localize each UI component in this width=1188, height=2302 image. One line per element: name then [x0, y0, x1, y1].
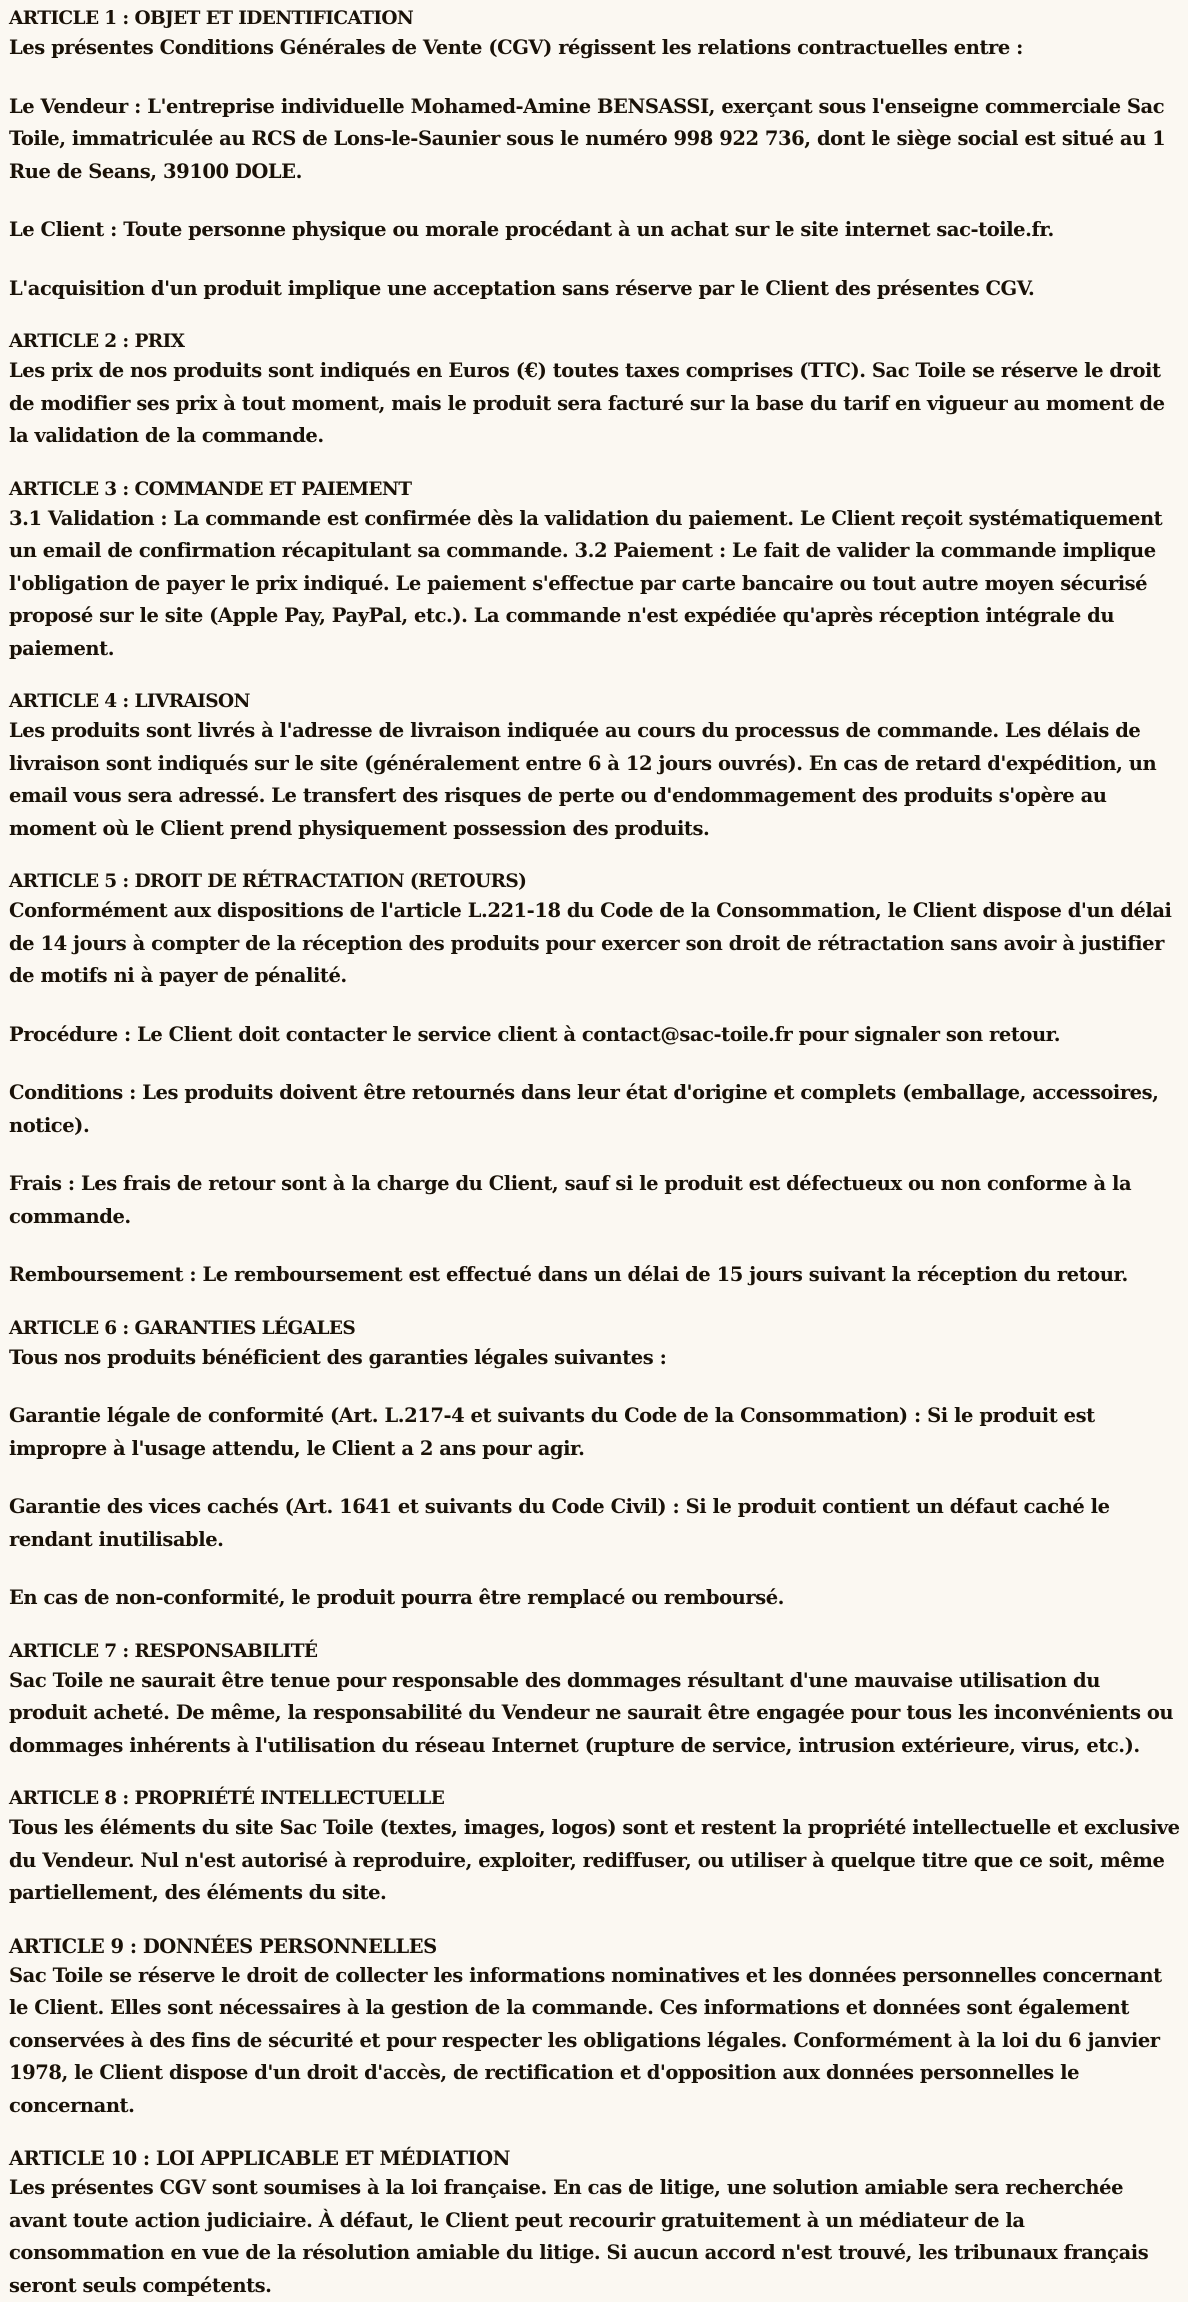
article-paragraph: Tous nos produits bénéficient des garanties légales suivantes : [9, 1345, 667, 1369]
article-10 [9, 2146, 1180, 2302]
article-paragraph: Garantie des vices cachés (Art. 1641 et suivants du Code Civil) : Si le produit contient un défaut caché le rendant inutilisable. [9, 1495, 1110, 1551]
article-3 [9, 477, 1180, 666]
article-paragraph: L'acquisition d'un produit implique une acceptation sans réserve par le Client des présentes CGV. [9, 276, 1035, 300]
article-paragraph: En cas de non-conformité, le produit pourra être remplacé ou remboursé. [9, 1586, 785, 1609]
article-paragraph: Frais : Les frais de retour sont à la charge du Client, sauf si le produit est défectueux ou non conforme à la commande. [9, 1172, 1132, 1228]
article-paragraph: Le Vendeur : L'entreprise individuelle Mohamed-Amine BENSASSI, exerçant sous l'enseigne commerciale Sac Toile, immatriculée au RCS de Lons-le-Saunier sous le numéro 998 922 736, dont le siège social est situé au 1 Rue de Seans, 39100 DOLE. [9, 94, 1166, 183]
article-heading: ARTICLE 2 : PRIX [9, 331, 185, 352]
article-4 [9, 689, 1180, 845]
article-6 [9, 1316, 1180, 1615]
article-5 [9, 869, 1180, 1292]
article-paragraph: Les prix de nos produits sont indiqués en Euros (€) toutes taxes comprises (TTC). Sac Toile se réserve le droit de modifier ses prix à tout moment, mais le produit sera facturé sur la base du tarif en vigueur au moment de la validation de la commande. [9, 359, 1165, 447]
article-paragraph: Sac Toile se réserve le droit de collecter les informations nominatives et les données personnelles concernant le Client. Elles sont nécessaires à la gestion de la commande. Ces informations et données sont également conservées à des fins de sécurité et pour respecter les obligations légales. Conformément à la loi du 6 janvier 1978, le Client dispose d'un droit d'accès, de rectification et d'opposition aux données personnelles le concernant. [9, 1963, 1162, 2117]
article-paragraph: Tous les éléments du site Sac Toile (textes, images, logos) sont et restent la propriété intellectuelle et exclusive du Vendeur. Nul n'est autorisé à reproduire, exploiter, rediffuser, ou utiliser à quelque titre que ce soit, même partiellement, des éléments du site. [9, 1816, 1180, 1904]
article-paragraph: Les produits sont livrés à l'adresse de livraison indiquée au cours du processus de commande. Les délais de livraison sont indiqués sur le site (généralement entre 6 à 12 jours ouvrés). En cas de retard d'expédition, un email vous sera adressé. Le transfert des risques de perte ou d'endommagement des produits s'opère au moment où le Client prend physiquement possession des produits. [9, 719, 1157, 840]
article-paragraph: Conditions : Les produits doivent être retournés dans leur état d'origine et complets (emballage, accessoires, notice). [9, 1081, 1159, 1137]
article-8 [9, 1786, 1180, 1910]
article-heading: ARTICLE 7 : RESPONSABILITÉ [9, 1640, 318, 1662]
article-heading: ARTICLE 3 : COMMANDE ET PAIEMENT [9, 478, 412, 500]
article-heading: ARTICLE 1 : OBJET ET IDENTIFICATION [9, 8, 414, 29]
article-2 [9, 329, 1180, 453]
article-7 [9, 1639, 1180, 1763]
article-paragraph: Procédure : Le Client doit contacter le service client à contact@sac-toile.fr pour signaler son retour. [9, 1022, 1061, 1046]
article-heading: ARTICLE 4 : LIVRAISON [9, 691, 250, 712]
article-paragraph: 3.1 Validation : La commande est confirmée dès la validation du paiement. Le Client reçoit systématiquement un email de confirmation récapitulant sa commande. 3.2 Paiement : Le fait de valider la commande implique l'obligation de payer le prix indiqué. Le paiement s'effectue par carte bancaire ou tout autre moyen sécurisé proposé sur le site (Apple Pay, PayPal, etc.). La commande n'est expédiée qu'après réception intégrale du paiement. [9, 506, 1163, 660]
article-paragraph: Les présentes CGV sont soumises à la loi française. En cas de litige, une solution amiable sera recherchée avant toute action judiciaire. À défaut, le Client peut recourir gratuitement à un médiateur de la consommation en vue de la résolution amiable du litige. Si aucun accord n'est trouvé, les tribunaux français seront seuls compétents. [9, 2176, 1149, 2297]
article-heading: ARTICLE 9 : DONNÉES PERSONNELLES [9, 1934, 437, 1958]
article-paragraph: Conformément aux dispositions de l'article L.221-18 du Code de la Consommation, le Client dispose d'un délai de 14 jours à compter de la réception des produits pour exercer son droit de rétractation sans avoir à justifier de motifs ni à payer de pénalité. [9, 899, 1172, 987]
article-paragraph: Garantie légale de conformité (Art. L.217-4 et suivants du Code de la Consommation) : Si le produit est impropre à l'usage attendu, le Client a 2 ans pour agir. [9, 1404, 1095, 1460]
article-paragraph: Sac Toile ne saurait être tenue pour responsable des dommages résultant d'une mauvaise utilisation du produit acheté. De même, la responsabilité du Vendeur ne saurait être engagée pour tous les inconvénients ou dommages inhérents à l'utilisation du réseau Internet (rupture de service, intrusion extérieure, virus, etc.). [9, 1668, 1174, 1757]
article-1 [9, 6, 1180, 305]
article-heading: ARTICLE 5 : DROIT DE RÉTRACTATION (RETOURS) [9, 871, 527, 892]
article-heading: ARTICLE 10 : LOI APPLICABLE ET MÉDIATION [9, 2147, 510, 2170]
article-heading: ARTICLE 6 : GARANTIES LÉGALES [9, 1317, 356, 1339]
article-9 [9, 1934, 1180, 2123]
article-paragraph: Le Client : Toute personne physique ou morale procédant à un achat sur le site internet sac-toile.fr. [9, 218, 1054, 241]
article-paragraph: Les présentes Conditions Générales de Vente (CGV) régissent les relations contractuelles entre : [9, 36, 1023, 59]
article-paragraph: Remboursement : Le remboursement est effectué dans un délai de 15 jours suivant la réception du retour. [9, 1263, 1128, 1286]
article-heading: ARTICLE 8 : PROPRIÉTÉ INTELLECTUELLE [9, 1788, 445, 1809]
